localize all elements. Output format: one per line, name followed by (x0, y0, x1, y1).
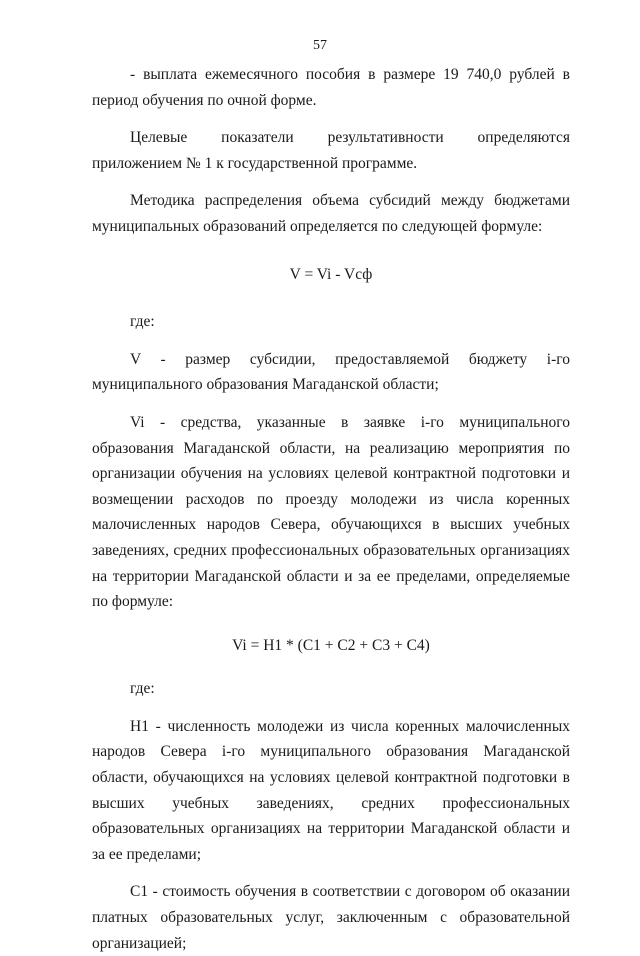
paragraph-distribution-method: Методика распределения объема субсидий между бюджетами муниципальных образований определяется по следующей формуле: (92, 192, 570, 235)
paragraph-benefit-payment: - выплата ежемесячного пособия в размере 19 740,0 рублей в период обучения по очной форме. (92, 66, 570, 109)
paragraph-where-2: где: (130, 680, 155, 698)
formula-v: V = Vi - Vсф (289, 265, 373, 283)
paragraph-where-1: где: (130, 313, 155, 331)
paragraph-target-indicators: Целевые показатели результативности определяются приложением № 1 к государственной программе. (92, 129, 570, 172)
formula-vi: Vi = H1 * (C1 + C2 + C3 + C4) (232, 636, 430, 654)
document-body (92, 62, 570, 956)
paragraph-definition-h1: H1 - численность молодежи из числа коренных малочисленных народов Севера i-го муниципального образования Магаданской области, обучающихся на условиях целевой контрактной подготовки в высших учебных заведениях, средних профессиональных образовательных организациях на территории Магаданской области и за ее пределами; (92, 717, 570, 863)
paragraph-definition-vi: Vi - средства, указанные в заявке i-го муниципального образования Магаданской области, на реализацию мероприятия по организации обучения на условиях целевой контрактной подготовки и возмещении расходов по проезду молодежи из числа коренных малочисленных народов Севера, обучающихся в высших учебных заведениях, средних профессиональных образовательных организациях на территории Магаданской области и за ее пределами, определяемые по формуле: (92, 413, 570, 611)
paragraph-definition-c1: С1 - стоимость обучения в соответствии с договором об оказании платных образовательных услуг, заключенным с образовательной организацией; (92, 883, 570, 952)
page-number: 57 (313, 38, 327, 53)
paragraph-definition-v: V - размер субсидии, предоставляемой бюджету i-го муниципального образования Магаданской области; (92, 350, 570, 394)
